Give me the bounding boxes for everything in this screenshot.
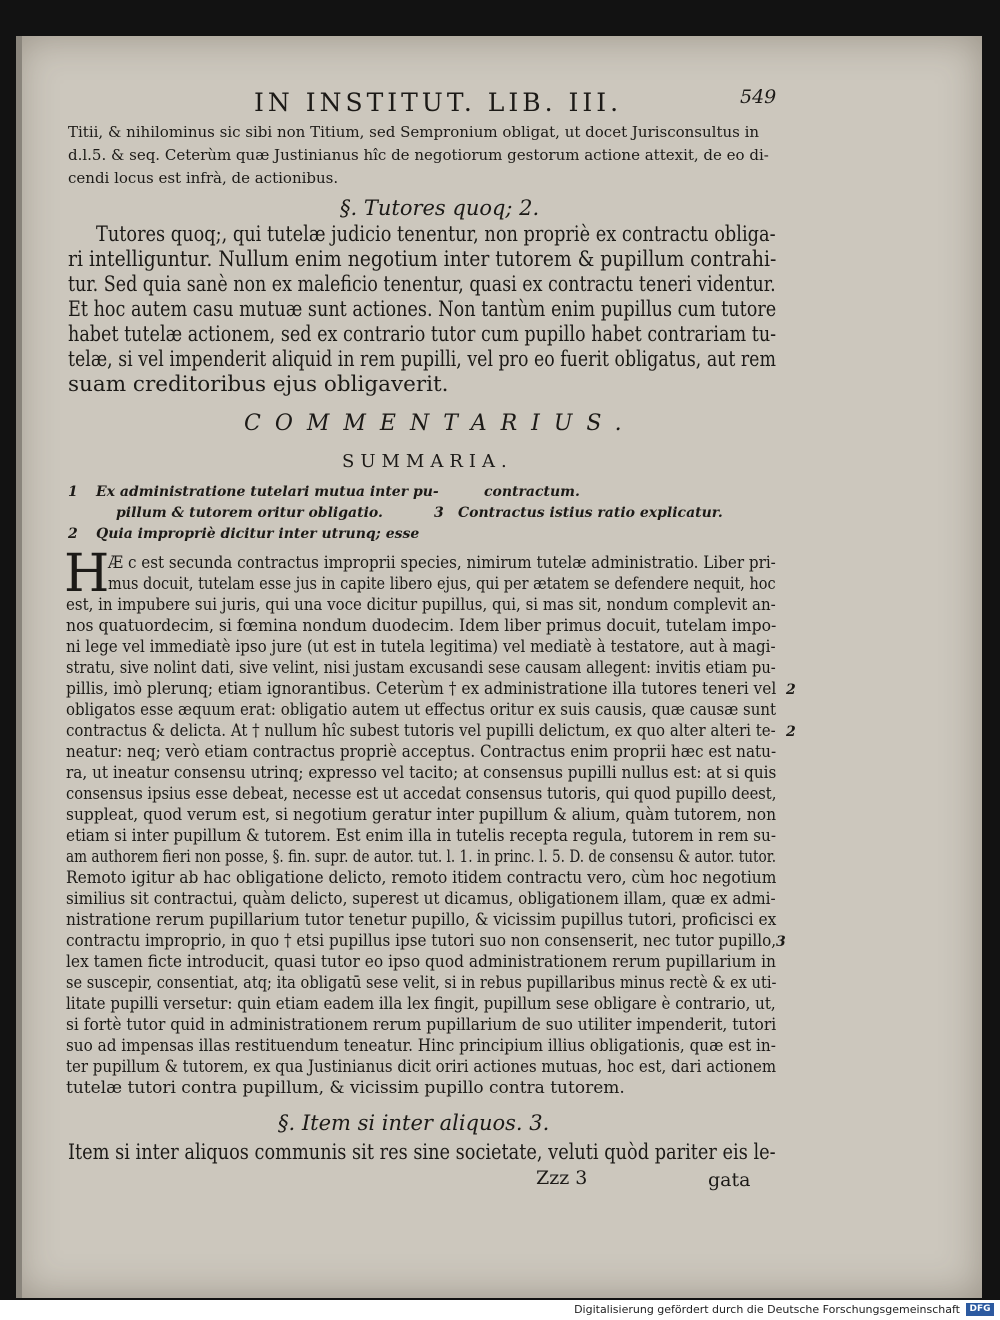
summary-item: Ex administratione tutelari mutua inter pu-	[96, 484, 439, 500]
margin-number: 2	[786, 724, 796, 740]
summary-number: 3	[434, 505, 444, 521]
text-line: habet tutelæ actionem, sed ex contrario tutor cum pupillo habet contrariam tu-	[68, 322, 777, 347]
book-page	[16, 36, 982, 1298]
summary-item: pillum & tutorem oritur obligatio.	[116, 505, 383, 521]
text-line: ni lege vel immediatè ipso jure (ut est in tutela legitima) vel mediatè à testatore, aut à magi-	[66, 637, 776, 657]
text-line: lex tamen ficte introducit, quasi tutor eo ipso quod administrationem rerum pupillarium in	[66, 952, 776, 972]
text-line: am authorem fieri non posse, §. fin. supr. de autor. tut. l. 1. in princ. l. 5. D. de consensu & autor. tutor.	[66, 847, 777, 867]
text-line: Remoto igitur ab hac obligatione delicto, remoto itidem contractu vero, cùm hoc negotium	[66, 868, 777, 888]
catchword: gata	[708, 1169, 751, 1191]
dfg-logo: DFG	[966, 1303, 994, 1316]
text-line: mus docuit, tutelam esse jus in capite libero ejus, qui per ætatem se defendere nequit, hoc	[108, 574, 776, 594]
page-gutter-edge	[16, 36, 22, 1298]
text-line: contractu improprio, in quo † etsi pupillus ipse tutori suo non consenserit, nec tutor pupillo,	[66, 931, 777, 951]
text-line: nistratione rerum pupillarium tutor tenetur pupillo, & vicissim pupillus tutori, proficisci ex	[66, 910, 777, 930]
footer-bar	[0, 1300, 1000, 1320]
text-line: stratu, sive nolint dati, sive velint, nisi justam excusandi sese causam allegent: invitis etiam pu-	[66, 658, 776, 678]
text-line: etiam si inter pupillum & tutorem. Est enim illa in tutelis recepta regula, tutorem in rem su-	[66, 826, 776, 846]
text-line: ri intelliguntur. Nullum enim negotium inter tutorem & pupillum contrahi-	[68, 247, 777, 272]
text-line: litate pupilli versetur: quin etiam eadem illa lex fingit, pupillum sese obligare è contrario, ut,	[66, 994, 776, 1014]
text-line: nos quatuordecim, si fœmina nondum duodecim. Idem liber primus docuit, tutelam impo-	[66, 616, 777, 636]
summary-item: Contractus istius ratio explicatur.	[458, 505, 723, 521]
text-line: ter pupillum & tutorem, ex qua Justinianus dicit oriri actiones mutuas, hoc est, dari actionem	[66, 1057, 777, 1077]
section-heading: §. Item si inter aliquos. 3.	[278, 1111, 550, 1135]
text-line: contractus & delicta. At † nullum hîc subest tutoris vel pupilli delictum, ex quo alter alteri te-	[66, 721, 776, 741]
text-line: si fortè tutor quid in administrationem rerum pupillarium de suo utiliter impenderit, tutori	[66, 1015, 777, 1035]
text-line: se suscepir, consentiat, atq; ita obligatū sese velit, si in rebus pupillaribus minus rectè & ex uti-	[66, 973, 777, 993]
text-line: obligatos esse æquum erat: obligatio autem ut effectus oritur ex suis causis, quæ causæ sunt	[66, 700, 777, 720]
drop-cap: H	[64, 544, 110, 604]
text-line: d.l.5. & seq. Ceterùm quæ Justinianus hîc de negotiorum gestorum actione attexit, de eo di-	[68, 146, 769, 164]
text-line: suo ad impensas illas restituendum teneatur. Hinc principium illius obligationis, quæ est in-	[66, 1036, 776, 1056]
summary-number: 1	[68, 484, 78, 500]
text-line: similius sit contractui, quàm delicto, superest ut dicamus, obligationem illam, quæ ex admi-	[66, 889, 776, 909]
text-line: suppleat, quod verum est, si negotium geratur inter pupillum & alium, quàm tutorem, non	[66, 805, 777, 825]
text-line: Æ c est secunda contractus improprii species, nimirum tutelæ administratio. Liber pri-	[108, 553, 776, 573]
margin-number: 2	[786, 682, 796, 698]
summaria-heading: SUMMARIA.	[342, 451, 513, 472]
text-line: Tutores quoq;, qui tutelæ judicio tenentur, non propriè ex contractu obliga-	[96, 222, 776, 247]
text-line: Titii, & nihilominus sic sibi non Titium, sed Sempronium obligat, ut docet Jurisconsultus in	[68, 123, 760, 141]
summary-item: Quia impropriè dicitur inter utrunq; esse	[96, 526, 420, 542]
text-line: est, in impubere sui juris, qui una voce dicitur pupillus, qui, si mas sit, nondum complevit an-	[66, 595, 776, 615]
text-line: suam creditoribus ejus obligaverit.	[68, 372, 449, 397]
text-line: consensus ipsius esse debeat, necesse est ut accedat consensus tutoris, qui quod pupillo deest,	[66, 784, 777, 804]
text-line: tur. Sed quia sanè non ex maleficio tenentur, quasi ex contractu teneri videntur.	[68, 272, 776, 297]
text-line: Et hoc autem casu mutuæ sunt actiones. Non tantùm enim pupillus cum tutore	[68, 297, 777, 322]
text-line: ra, ut ineatur consensu utrinq; expresso vel tacito; at consensus pupilli nullus est: at si quis	[66, 763, 777, 783]
section-heading: §. Tutores quoq; 2.	[340, 196, 540, 220]
summary-number: 2	[68, 526, 78, 542]
summary-item: contractum.	[484, 484, 580, 500]
text-line: pillis, imò plerunq; etiam ignorantibus. Ceterùm † ex administratione illa tutores teneri vel	[66, 679, 777, 699]
footer-credit: Digitalisierung gefördert durch die Deutsche Forschungsgemeinschaft	[574, 1303, 960, 1316]
text-line: Item si inter aliquos communis sit res sine societate, veluti quòd pariter eis le-	[68, 1140, 776, 1165]
text-line: neatur: neq; verò etiam contractus propriè acceptus. Contractus enim proprii hæc est natu-	[66, 742, 777, 762]
signature-mark: Zzz 3	[536, 1167, 588, 1189]
running-head-title: IN INSTITUT. LIB. III.	[254, 88, 623, 117]
text-line: cendi locus est infrà, de actionibus.	[68, 169, 339, 187]
margin-number: 3	[776, 934, 786, 950]
text-line: tutelæ tutori contra pupillum, & vicissim pupillo contra tutorem.	[66, 1078, 625, 1098]
text-line: telæ, si vel impenderit aliquid in rem pupilli, vel pro eo fuerit obligatus, aut rem	[68, 347, 776, 372]
page-number: 549	[740, 86, 777, 108]
commentarius-heading: COMMENTARIUS.	[244, 411, 636, 436]
